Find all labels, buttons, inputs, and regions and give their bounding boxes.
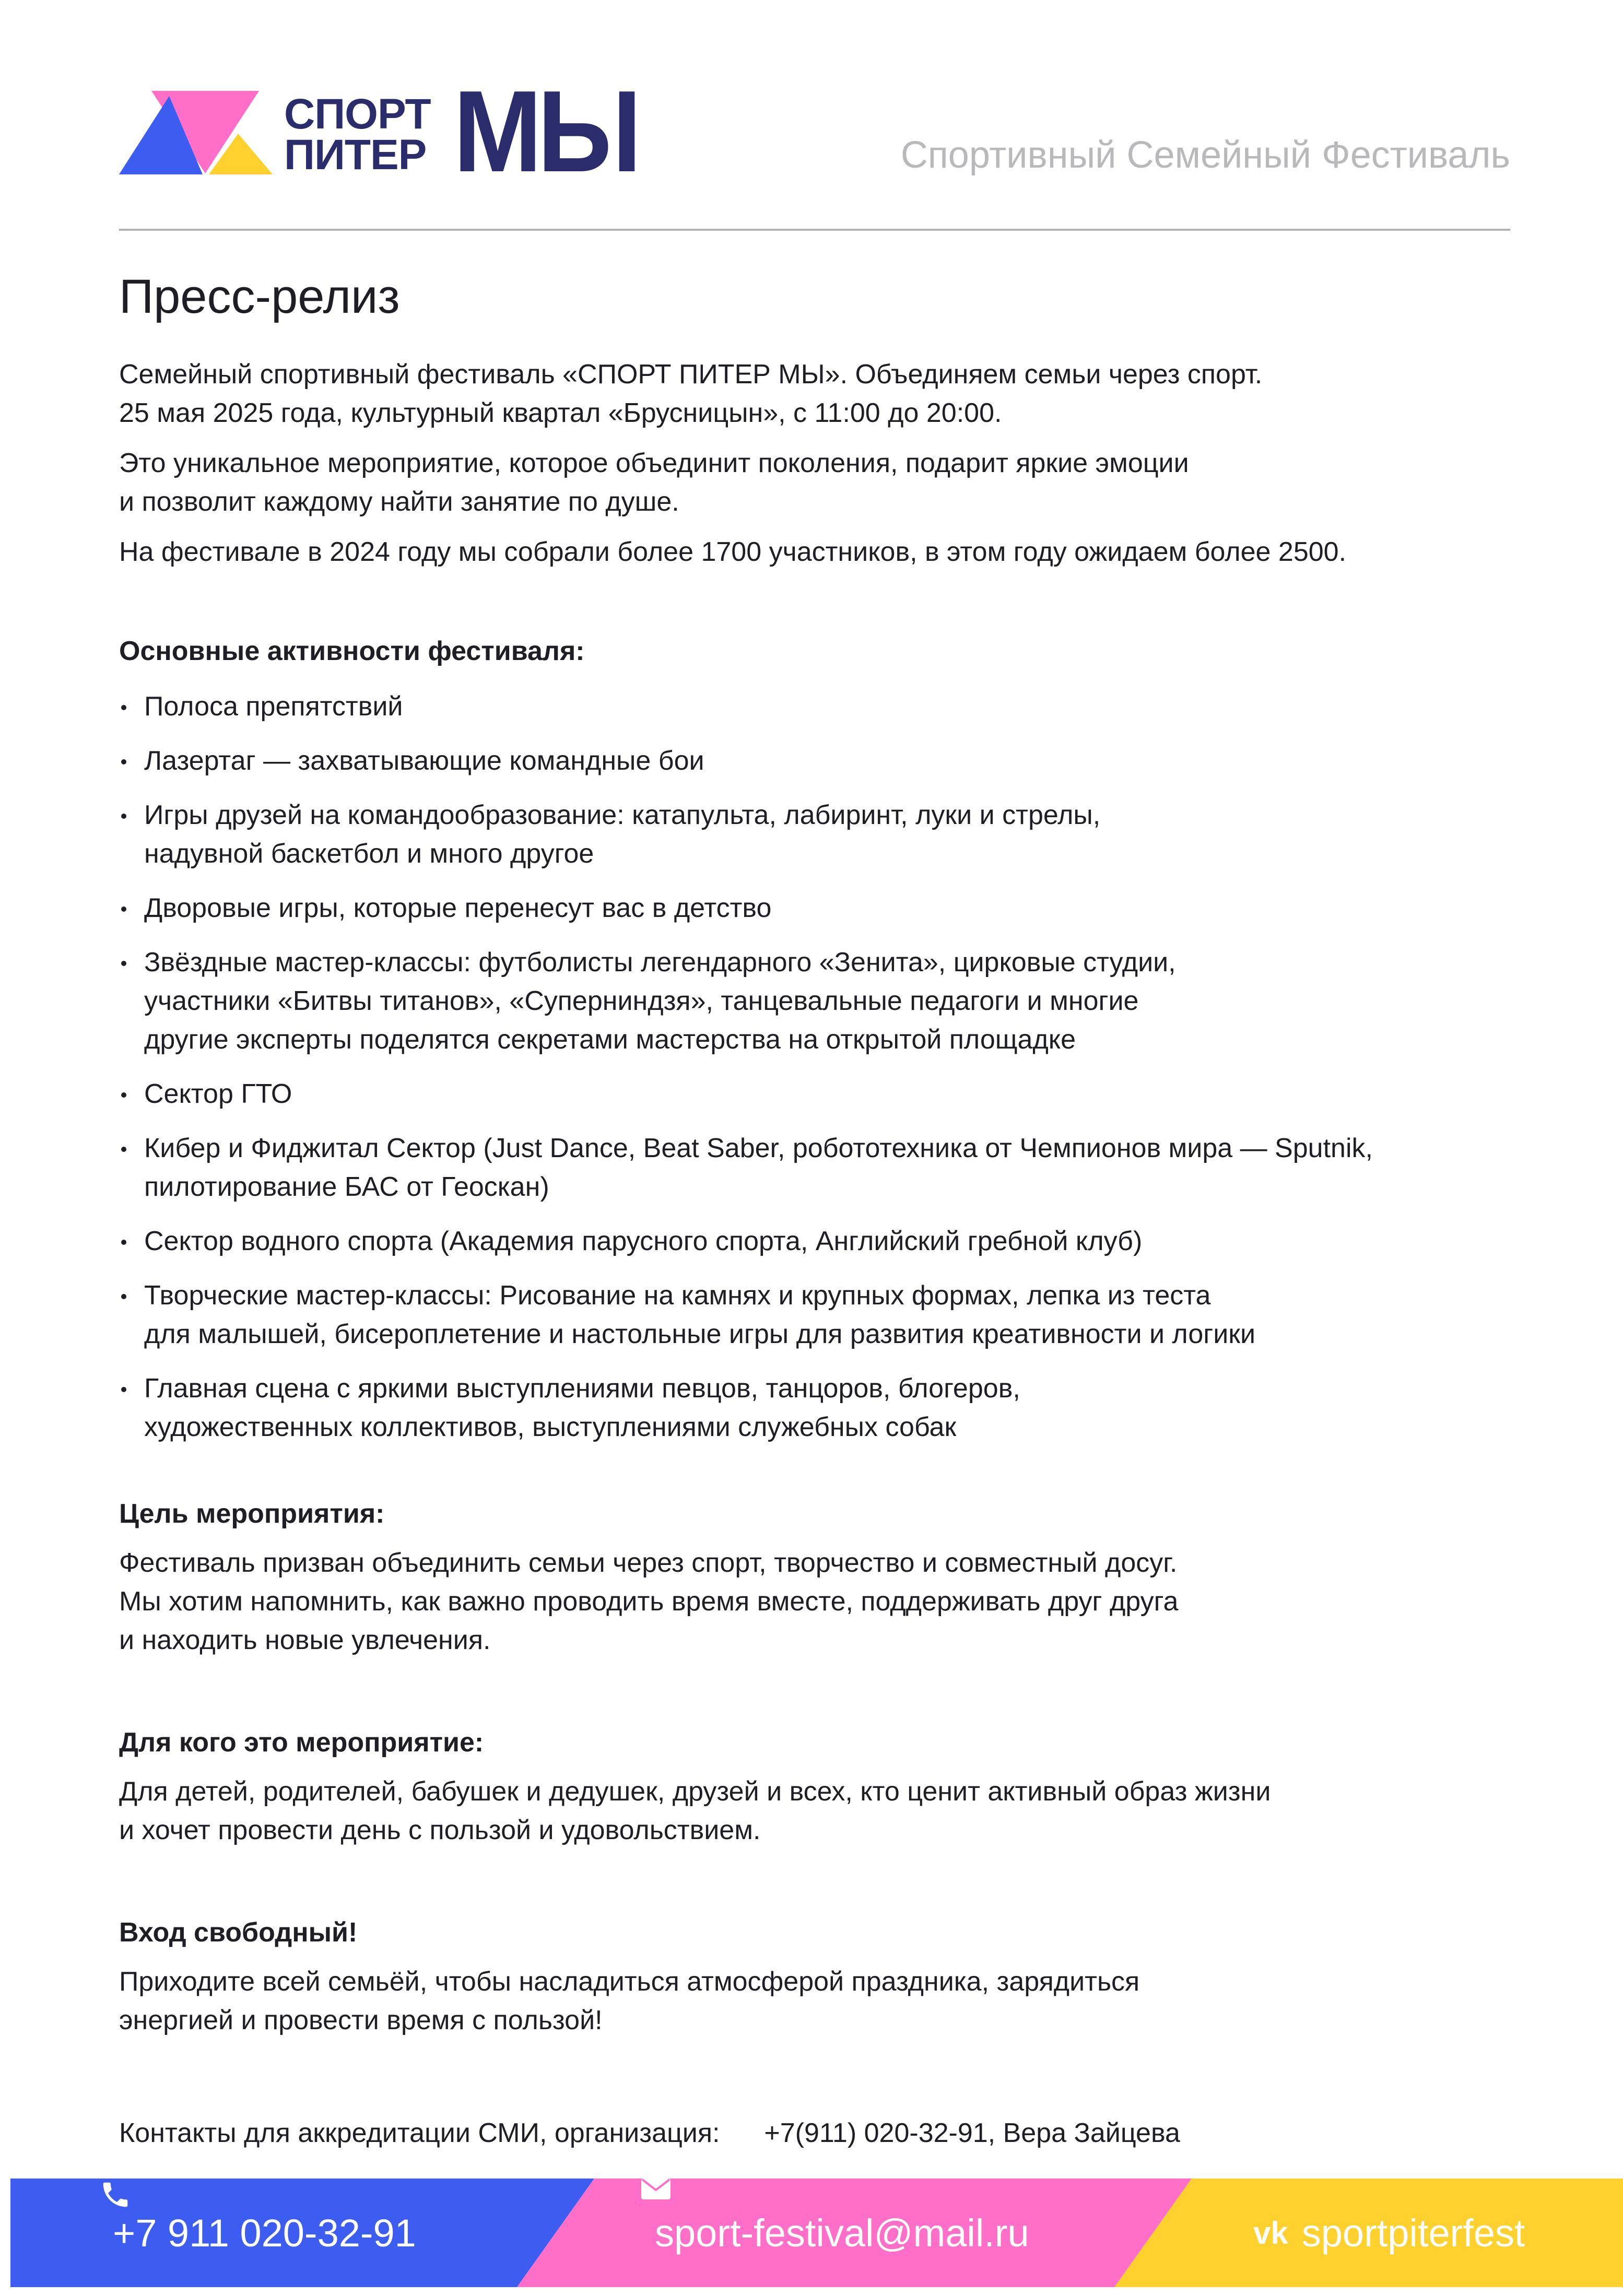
bullet-icon <box>121 814 126 819</box>
bullet-icon <box>121 705 126 710</box>
intro-paragraph <box>119 355 1519 432</box>
media-contacts <box>119 2114 1519 2152</box>
festival-tagline: Спортивный Семейный Фестиваль <box>900 134 1510 176</box>
text-line: участники «Битвы титанов», «Суперниндзя», танцевальные педагоги и многие <box>144 986 1139 1016</box>
text-line: Семейный спортивный фестиваль «СПОРТ ПИТЕР МЫ». Объединяем семьи через спорт. <box>119 359 1263 390</box>
audience-heading: Для кого это мероприятие: <box>119 1727 484 1758</box>
text-line: Лазертаг — захватывающие командные бои <box>144 746 704 776</box>
audience-paragraph <box>119 1772 1519 1850</box>
text-line: Мы хотим напомнить, как важно проводить время вместе, поддерживать друг друга <box>119 1586 1179 1617</box>
text-line: Сектор ГТО <box>144 1079 292 1109</box>
logo-triangles-icon <box>119 91 276 180</box>
text-line: другие эксперты поделятся секретами мастерства на открытой площадке <box>144 1025 1076 1055</box>
entry-paragraph <box>119 1962 1519 2040</box>
list-item <box>119 1075 1519 1113</box>
activities-list <box>119 687 1519 1446</box>
intro-section <box>119 355 1519 571</box>
list-item <box>119 1369 1519 1446</box>
text-line: пилотирование БАС от Геоскан) <box>144 1172 549 1202</box>
header-divider <box>119 229 1510 231</box>
text-line: Это уникальное мероприятие, которое объединит поколения, подарит яркие эмоции <box>119 448 1189 478</box>
text-line: энергией и провести время с пользой! <box>119 2005 603 2035</box>
bullet-icon <box>121 961 126 966</box>
text-line: Дворовые игры, которые перенесут вас в детство <box>144 893 772 923</box>
list-item <box>119 796 1519 873</box>
text-line: Игры друзей на командообразование: катапульта, лабиринт, луки и стрелы, <box>144 800 1101 830</box>
footer-phone-text: +7 911 020-32-91 <box>113 2211 416 2255</box>
footer-contact-bar <box>10 2179 1623 2287</box>
goal-heading: Цель мероприятия: <box>119 1499 385 1529</box>
activities-heading: Основные активности фестиваля: <box>119 636 585 666</box>
text-line: Полоса препятствий <box>144 691 403 722</box>
page-title: Пресс-релиз <box>119 270 400 323</box>
text-line: Для детей, родителей, бабушек и дедушек, друзей и всех, кто ценит активный образ жизни <box>119 1776 1271 1807</box>
list-item <box>119 943 1519 1059</box>
text-line: для малышей, бисероплетение и настольные игры для развития креативности и логики <box>144 1319 1256 1349</box>
vk-icon: vk <box>1253 2215 1288 2251</box>
list-item <box>119 687 1519 726</box>
text-line: и хочет провести день с пользой и удовольствием. <box>119 1815 761 1845</box>
logo-line-1: СПОРТ <box>284 90 431 138</box>
text-line: Фестиваль призван объединить семьи через спорт, творчество и совместный досуг. <box>119 1548 1178 1578</box>
list-item <box>119 1222 1519 1261</box>
text-line: 25 мая 2025 года, культурный квартал «Брусницын», с 11:00 до 20:00. <box>119 398 1002 428</box>
text-line: Сектор водного спорта (Академия парусного спорта, Английский гребной клуб) <box>144 1226 1143 1256</box>
contacts-label: Контакты для аккредитации СМИ, организация: <box>119 2118 720 2148</box>
text-line: и находить новые увлечения. <box>119 1625 491 1655</box>
logo-line-2: ПИТЕР <box>284 131 427 179</box>
text-line: Творческие мастер-классы: Рисование на камнях и крупных формах, лепка из теста <box>144 1280 1211 1311</box>
entry-heading: Вход свободный! <box>119 1917 358 1948</box>
bullet-icon <box>121 1092 126 1098</box>
logo-big-word: МЫ <box>453 67 637 196</box>
list-item <box>119 1276 1519 1353</box>
press-release-body <box>119 265 1519 2152</box>
text-line: надувной баскетбол и много другое <box>144 839 594 869</box>
logo-wordmark <box>284 90 431 179</box>
text-line: Главная сцена с яркими выступлениями певцов, танцоров, блогеров, <box>144 1373 1020 1404</box>
list-item <box>119 889 1519 927</box>
footer-phone[interactable] <box>99 2179 416 2287</box>
text-line: Приходите всей семьёй, чтобы насладиться атмосферой праздника, зарядиться <box>119 1967 1140 1997</box>
bullet-icon <box>121 1240 126 1245</box>
intro-paragraph <box>119 444 1519 521</box>
goal-paragraph <box>119 1544 1519 1659</box>
contacts-value: +7(911) 020-32-91, Вера Зайцева <box>764 2118 1180 2148</box>
bullet-icon <box>121 1387 126 1392</box>
footer-social-text: sportpiterfest <box>1301 2211 1525 2255</box>
bullet-icon <box>121 759 126 764</box>
footer-social[interactable] <box>1253 2179 1525 2287</box>
footer-email[interactable] <box>641 2179 1029 2287</box>
text-line: и позволит каждому найти занятие по душе. <box>119 487 679 517</box>
footer-email-text: sport-festival@mail.ru <box>655 2211 1029 2255</box>
logo <box>119 67 652 196</box>
text-line: художественных коллективов, выступлениями служебных собак <box>144 1412 957 1442</box>
text-line: Звёздные мастер-классы: футболисты легендарного «Зенита», цирковые студии, <box>144 947 1176 978</box>
text-line: Кибер и Фиджитал Сектор (Just Dance, Beat Saber, робототехника от Чемпионов мира — Sputnik, <box>144 1133 1373 1163</box>
list-item <box>119 741 1519 780</box>
bullet-icon <box>121 1294 126 1299</box>
bullet-icon <box>121 1147 126 1152</box>
text-line: На фестивале в 2024 году мы собрали более 1700 участников, в этом году ожидаем более 2500. <box>119 537 1347 567</box>
intro-paragraph <box>119 533 1519 571</box>
bullet-icon <box>121 906 126 912</box>
list-item <box>119 1129 1519 1206</box>
